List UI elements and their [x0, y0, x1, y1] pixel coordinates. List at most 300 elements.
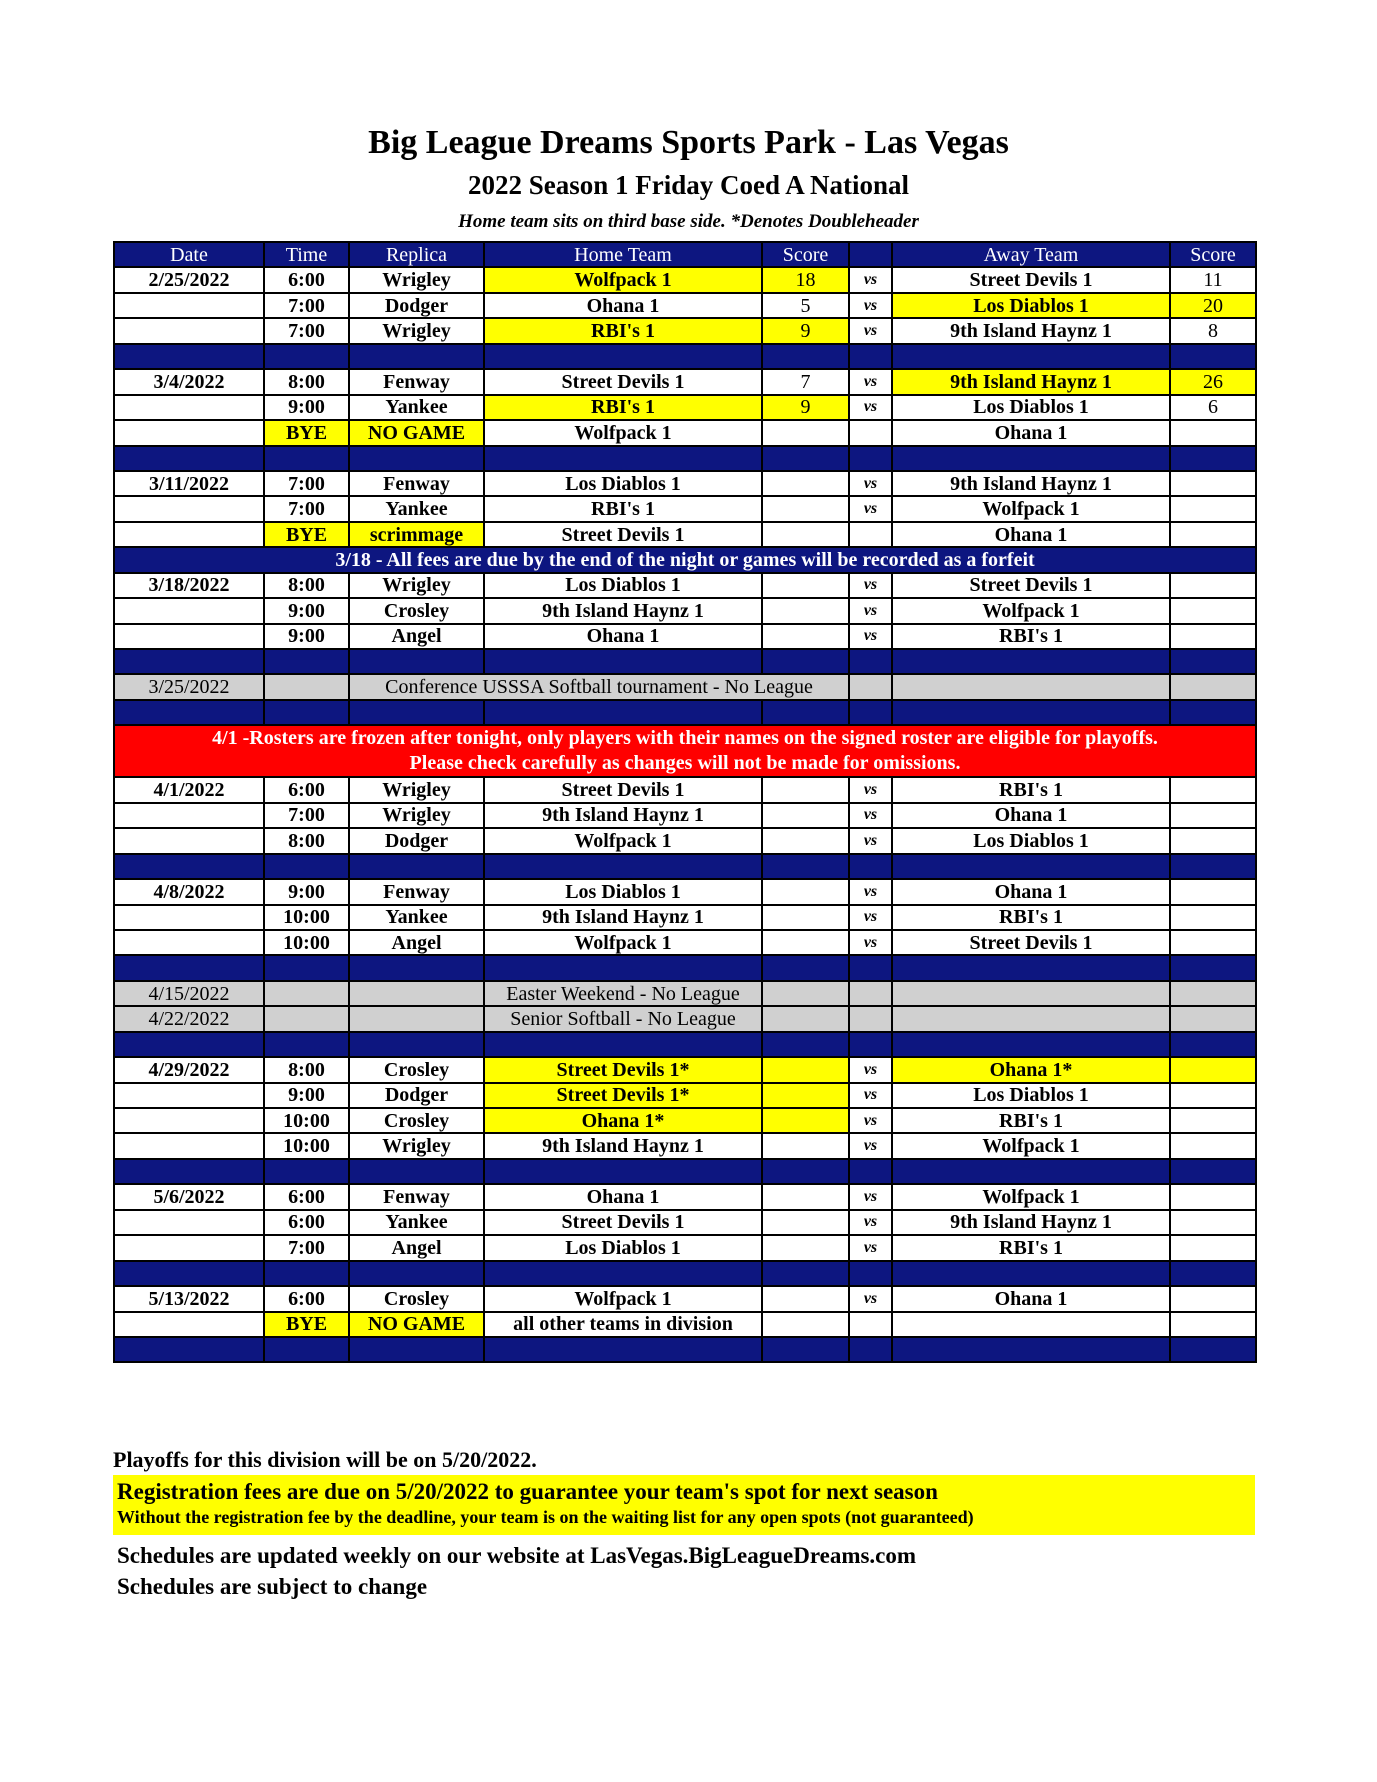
home-score-cell	[762, 624, 849, 649]
game-row	[114, 293, 1256, 318]
separator-row	[114, 1159, 1256, 1184]
empty-cell	[892, 1006, 1170, 1031]
away-score-cell	[1170, 471, 1256, 496]
game-row	[114, 496, 1256, 521]
away-team-cell: 9th Island Haynz 1	[892, 1210, 1170, 1235]
empty-cell	[264, 674, 349, 699]
no-league-text: Easter Weekend - No League	[484, 981, 762, 1006]
separator-cell	[1170, 854, 1256, 879]
away-team-cell: RBI's 1	[892, 1235, 1170, 1260]
separator-cell	[762, 1337, 849, 1362]
game-row	[114, 267, 1256, 292]
game-row	[114, 879, 1256, 904]
away-score-cell	[1170, 598, 1256, 623]
away-team-cell: Los Diablos 1	[892, 293, 1170, 318]
vs-cell: vs	[849, 598, 892, 623]
page-title: Big League Dreams Sports Park - Las Vegas	[368, 124, 1009, 161]
separator-cell	[892, 1032, 1170, 1057]
replica-cell: Yankee	[349, 496, 484, 521]
home-team-cell: Ohana 1	[484, 624, 762, 649]
separator-cell	[484, 446, 762, 471]
away-score-cell	[1170, 1184, 1256, 1209]
vs-cell: vs	[849, 1057, 892, 1082]
date-cell: 5/13/2022	[114, 1286, 264, 1311]
empty-cell	[1170, 1312, 1256, 1337]
away-score-cell	[1170, 1133, 1256, 1158]
away-team-cell: Wolfpack 1	[892, 496, 1170, 521]
time-cell: 6:00	[264, 777, 349, 802]
home-team-cell: Street Devils 1	[484, 777, 762, 802]
header-away-score: Score	[1170, 242, 1256, 267]
time-cell: 10:00	[264, 905, 349, 930]
empty-cell	[762, 981, 849, 1006]
away-score-cell	[1170, 496, 1256, 521]
away-team-cell: RBI's 1	[892, 777, 1170, 802]
home-team-cell: Street Devils 1	[484, 369, 762, 394]
separator-cell	[264, 1032, 349, 1057]
home-score-cell	[762, 1210, 849, 1235]
separator-cell	[892, 344, 1170, 369]
separator-cell	[484, 854, 762, 879]
separator-cell	[264, 649, 349, 674]
away-team-cell: RBI's 1	[892, 624, 1170, 649]
registration-banner	[113, 1475, 1255, 1535]
bye-replica: NO GAME	[349, 420, 484, 445]
home-team-cell: 9th Island Haynz 1	[484, 1133, 762, 1158]
date-cell	[114, 598, 264, 623]
bye-away-team	[892, 1312, 1170, 1337]
home-score-cell	[762, 803, 849, 828]
empty-cell	[849, 674, 892, 699]
no-league-row	[114, 1006, 1256, 1031]
separator-cell	[762, 344, 849, 369]
separator-row	[114, 446, 1256, 471]
empty-cell	[1170, 674, 1256, 699]
separator-cell	[114, 1159, 264, 1184]
separator-cell	[349, 649, 484, 674]
home-score-cell: 9	[762, 318, 849, 343]
home-score-cell	[762, 1184, 849, 1209]
no-league-text: Conference USSSA Softball tournament - No League	[349, 674, 849, 699]
separator-cell	[264, 955, 349, 980]
separator-cell	[1170, 1261, 1256, 1286]
home-team-cell: Wolfpack 1	[484, 267, 762, 292]
roster-freeze-notice	[114, 725, 1256, 777]
separator-cell	[264, 1337, 349, 1362]
away-score-cell	[1170, 573, 1256, 598]
bye-home-team: Street Devils 1	[484, 522, 762, 547]
replica-cell: Fenway	[349, 879, 484, 904]
away-team-cell: 9th Island Haynz 1	[892, 471, 1170, 496]
time-cell: 7:00	[264, 1235, 349, 1260]
empty-cell	[1170, 1006, 1256, 1031]
game-row	[114, 1108, 1256, 1133]
home-score-cell: 5	[762, 293, 849, 318]
away-score-cell	[1170, 1286, 1256, 1311]
home-score-cell: 9	[762, 395, 849, 420]
game-row	[114, 1083, 1256, 1108]
time-cell: 10:00	[264, 1108, 349, 1133]
separator-cell	[1170, 1159, 1256, 1184]
empty-cell	[762, 420, 849, 445]
replica-cell: Yankee	[349, 1210, 484, 1235]
empty-cell	[892, 674, 1170, 699]
date-cell: 4/1/2022	[114, 777, 264, 802]
separator-cell	[114, 700, 264, 725]
header-date: Date	[114, 242, 264, 267]
away-score-cell	[1170, 1108, 1256, 1133]
separator-cell	[114, 649, 264, 674]
home-team-cell: Street Devils 1*	[484, 1083, 762, 1108]
header-home-score: Score	[762, 242, 849, 267]
registration-note: Without the registration fee by the deadline, your team is on the waiting list for any open spots (not guaranteed)	[117, 1507, 974, 1527]
game-row	[114, 1235, 1256, 1260]
time-cell: 9:00	[264, 879, 349, 904]
separator-cell	[484, 1261, 762, 1286]
home-team-cell: 9th Island Haynz 1	[484, 905, 762, 930]
vs-cell: vs	[849, 318, 892, 343]
game-row	[114, 828, 1256, 853]
time-cell: 6:00	[264, 1210, 349, 1235]
home-score-cell: 18	[762, 267, 849, 292]
away-team-cell: Ohana 1	[892, 803, 1170, 828]
separator-cell	[114, 955, 264, 980]
date-cell	[114, 624, 264, 649]
separator-row	[114, 700, 1256, 725]
home-team-cell: Wolfpack 1	[484, 930, 762, 955]
empty-cell	[1170, 522, 1256, 547]
separator-cell	[762, 1032, 849, 1057]
replica-cell: Dodger	[349, 828, 484, 853]
home-score-cell	[762, 777, 849, 802]
away-team-cell: Los Diablos 1	[892, 395, 1170, 420]
separator-cell	[264, 1159, 349, 1184]
away-team-cell: Ohana 1	[892, 1286, 1170, 1311]
separator-row	[114, 955, 1256, 980]
home-score-cell	[762, 1133, 849, 1158]
date-cell: 4/29/2022	[114, 1057, 264, 1082]
empty-cell	[762, 522, 849, 547]
separator-cell	[762, 700, 849, 725]
separator-cell	[762, 955, 849, 980]
no-league-row	[114, 674, 1256, 699]
separator-cell	[892, 955, 1170, 980]
time-cell: 7:00	[264, 496, 349, 521]
bye-away-team: Ohana 1	[892, 522, 1170, 547]
game-row	[114, 395, 1256, 420]
separator-cell	[849, 649, 892, 674]
game-row	[114, 803, 1256, 828]
separator-cell	[484, 649, 762, 674]
time-cell: 7:00	[264, 803, 349, 828]
vs-cell: vs	[849, 496, 892, 521]
vs-cell: vs	[849, 777, 892, 802]
time-cell: 8:00	[264, 828, 349, 853]
game-row	[114, 598, 1256, 623]
home-team-cell: Street Devils 1	[484, 1210, 762, 1235]
notice-row	[114, 547, 1256, 572]
separator-cell	[264, 446, 349, 471]
date-cell: 4/8/2022	[114, 879, 264, 904]
vs-cell: vs	[849, 267, 892, 292]
separator-cell	[849, 1159, 892, 1184]
away-score-cell: 8	[1170, 318, 1256, 343]
separator-cell	[849, 1261, 892, 1286]
time-cell: 8:00	[264, 573, 349, 598]
away-score-cell: 6	[1170, 395, 1256, 420]
separator-cell	[762, 854, 849, 879]
away-team-cell: Street Devils 1	[892, 930, 1170, 955]
empty-cell	[762, 1006, 849, 1031]
vs-cell: vs	[849, 1235, 892, 1260]
date-cell: 3/18/2022	[114, 573, 264, 598]
vs-cell: vs	[849, 369, 892, 394]
separator-row	[114, 854, 1256, 879]
separator-cell	[849, 1032, 892, 1057]
away-score-cell	[1170, 828, 1256, 853]
vs-cell: vs	[849, 803, 892, 828]
separator-cell	[114, 446, 264, 471]
separator-cell	[892, 700, 1170, 725]
date-cell	[114, 420, 264, 445]
home-score-cell	[762, 879, 849, 904]
away-score-cell	[1170, 905, 1256, 930]
away-team-cell: Los Diablos 1	[892, 1083, 1170, 1108]
date-cell	[114, 318, 264, 343]
separator-cell	[264, 854, 349, 879]
away-score-cell	[1170, 624, 1256, 649]
replica-cell: Yankee	[349, 905, 484, 930]
bye-label: BYE	[264, 1312, 349, 1337]
separator-cell	[1170, 955, 1256, 980]
empty-cell	[1170, 981, 1256, 1006]
empty-cell	[849, 522, 892, 547]
replica-cell: Wrigley	[349, 803, 484, 828]
home-team-cell: Ohana 1	[484, 1184, 762, 1209]
vs-cell: vs	[849, 1184, 892, 1209]
time-cell: 7:00	[264, 471, 349, 496]
replica-cell: Fenway	[349, 1184, 484, 1209]
replica-cell: Wrigley	[349, 267, 484, 292]
vs-cell: vs	[849, 471, 892, 496]
bye-label: BYE	[264, 522, 349, 547]
date-cell: 4/22/2022	[114, 1006, 264, 1031]
separator-cell	[484, 955, 762, 980]
away-team-cell: RBI's 1	[892, 1108, 1170, 1133]
game-row	[114, 573, 1256, 598]
replica-cell: Fenway	[349, 369, 484, 394]
home-team-cell: RBI's 1	[484, 496, 762, 521]
home-score-cell	[762, 1083, 849, 1108]
separator-cell	[349, 854, 484, 879]
date-cell	[114, 395, 264, 420]
away-score-cell: 20	[1170, 293, 1256, 318]
away-score-cell	[1170, 1235, 1256, 1260]
empty-cell	[264, 981, 349, 1006]
away-team-cell: RBI's 1	[892, 905, 1170, 930]
date-cell	[114, 1210, 264, 1235]
change-note: Schedules are subject to change	[117, 1574, 428, 1599]
date-cell	[114, 1133, 264, 1158]
replica-cell: Angel	[349, 1235, 484, 1260]
date-cell	[114, 930, 264, 955]
home-score-cell	[762, 471, 849, 496]
roster-notice-line1: 4/1 -Rosters are frozen after tonight, only players with their names on the signed roster are eligible for playoffs.	[212, 727, 1158, 750]
vs-cell: vs	[849, 1133, 892, 1158]
away-team-cell: Ohana 1	[892, 879, 1170, 904]
time-cell: 9:00	[264, 598, 349, 623]
separator-cell	[484, 700, 762, 725]
separator-cell	[762, 1261, 849, 1286]
separator-cell	[1170, 700, 1256, 725]
away-score-cell: 11	[1170, 267, 1256, 292]
separator-cell	[484, 1032, 762, 1057]
separator-cell	[114, 1261, 264, 1286]
date-cell: 3/4/2022	[114, 369, 264, 394]
date-cell	[114, 1235, 264, 1260]
time-cell: 6:00	[264, 1184, 349, 1209]
separator-cell	[349, 1159, 484, 1184]
registration-text: Registration fees are due on 5/20/2022 to guarantee your team's spot for next season	[117, 1479, 938, 1504]
vs-cell: vs	[849, 1210, 892, 1235]
vs-cell: vs	[849, 1083, 892, 1108]
vs-cell: vs	[849, 624, 892, 649]
header-away-team: Away Team	[892, 242, 1170, 267]
game-row	[114, 905, 1256, 930]
time-cell: 9:00	[264, 1083, 349, 1108]
away-score-cell	[1170, 930, 1256, 955]
no-league-text: Senior Softball - No League	[484, 1006, 762, 1031]
home-score-cell	[762, 930, 849, 955]
empty-cell	[264, 1006, 349, 1031]
home-team-cell: Wolfpack 1	[484, 1286, 762, 1311]
home-team-cell: 9th Island Haynz 1	[484, 803, 762, 828]
vs-cell: vs	[849, 828, 892, 853]
replica-cell: Wrigley	[349, 777, 484, 802]
empty-cell	[892, 981, 1170, 1006]
separator-cell	[1170, 649, 1256, 674]
game-row	[114, 624, 1256, 649]
date-cell	[114, 828, 264, 853]
time-cell: 7:00	[264, 318, 349, 343]
separator-cell	[349, 700, 484, 725]
game-row	[114, 369, 1256, 394]
date-cell	[114, 1312, 264, 1337]
separator-cell	[892, 1261, 1170, 1286]
separator-cell	[1170, 1337, 1256, 1362]
time-cell: 10:00	[264, 1133, 349, 1158]
replica-cell: Wrigley	[349, 318, 484, 343]
date-cell	[114, 293, 264, 318]
separator-cell	[892, 854, 1170, 879]
away-score-cell: 26	[1170, 369, 1256, 394]
replica-cell: Crosley	[349, 1057, 484, 1082]
bye-away-team: Ohana 1	[892, 420, 1170, 445]
separator-cell	[114, 1337, 264, 1362]
separator-cell	[114, 1032, 264, 1057]
away-team-cell: Los Diablos 1	[892, 828, 1170, 853]
separator-cell	[762, 1159, 849, 1184]
game-row	[114, 1286, 1256, 1311]
date-cell: 5/6/2022	[114, 1184, 264, 1209]
separator-cell	[1170, 446, 1256, 471]
schedule-table	[113, 241, 1257, 1363]
roster-notice-cell	[114, 725, 1256, 777]
replica-cell: Wrigley	[349, 1133, 484, 1158]
separator-cell	[484, 1337, 762, 1362]
empty-cell	[349, 981, 484, 1006]
home-score-cell	[762, 1286, 849, 1311]
time-cell: 6:00	[264, 1286, 349, 1311]
away-score-cell	[1170, 777, 1256, 802]
home-team-cell: Los Diablos 1	[484, 1235, 762, 1260]
date-cell	[114, 522, 264, 547]
bye-home-team: all other teams in division	[484, 1312, 762, 1337]
game-row	[114, 1210, 1256, 1235]
bye-label: BYE	[264, 420, 349, 445]
time-cell: 7:00	[264, 293, 349, 318]
separator-cell	[892, 1159, 1170, 1184]
home-score-cell	[762, 598, 849, 623]
bye-row	[114, 1312, 1256, 1337]
date-cell	[114, 1108, 264, 1133]
date-cell	[114, 905, 264, 930]
separator-cell	[1170, 1032, 1256, 1057]
replica-cell: Dodger	[349, 293, 484, 318]
no-league-row	[114, 981, 1256, 1006]
home-team-cell: Ohana 1*	[484, 1108, 762, 1133]
separator-cell	[849, 344, 892, 369]
time-cell: 8:00	[264, 1057, 349, 1082]
separator-cell	[849, 700, 892, 725]
home-score-cell	[762, 905, 849, 930]
replica-cell: Wrigley	[349, 573, 484, 598]
home-score-cell	[762, 573, 849, 598]
replica-cell: Crosley	[349, 1286, 484, 1311]
empty-cell	[849, 981, 892, 1006]
separator-cell	[849, 854, 892, 879]
date-cell	[114, 803, 264, 828]
separator-row	[114, 649, 1256, 674]
roster-notice-line2: Please check carefully as changes will not be made for omissions.	[409, 752, 961, 775]
separator-cell	[264, 700, 349, 725]
away-team-cell: Ohana 1*	[892, 1057, 1170, 1082]
replica-cell: Fenway	[349, 471, 484, 496]
separator-row	[114, 1032, 1256, 1057]
header-home-team: Home Team	[484, 242, 762, 267]
away-team-cell: Street Devils 1	[892, 267, 1170, 292]
home-team-cell: Los Diablos 1	[484, 879, 762, 904]
bye-home-team: Wolfpack 1	[484, 420, 762, 445]
home-team-cell: RBI's 1	[484, 318, 762, 343]
bye-row	[114, 420, 1256, 445]
date-cell: 3/11/2022	[114, 471, 264, 496]
replica-cell: Crosley	[349, 598, 484, 623]
game-row	[114, 471, 1256, 496]
replica-cell: Yankee	[349, 395, 484, 420]
empty-cell	[762, 1312, 849, 1337]
time-cell: 6:00	[264, 267, 349, 292]
separator-cell	[264, 1261, 349, 1286]
date-cell: 2/25/2022	[114, 267, 264, 292]
notice-text: 3/18 - All fees are due by the end of the night or games will be recorded as a forfeit	[114, 547, 1256, 572]
vs-cell: vs	[849, 930, 892, 955]
home-score-cell	[762, 496, 849, 521]
away-score-cell	[1170, 1083, 1256, 1108]
separator-cell	[849, 446, 892, 471]
away-team-cell: 9th Island Haynz 1	[892, 318, 1170, 343]
away-score-cell	[1170, 1210, 1256, 1235]
